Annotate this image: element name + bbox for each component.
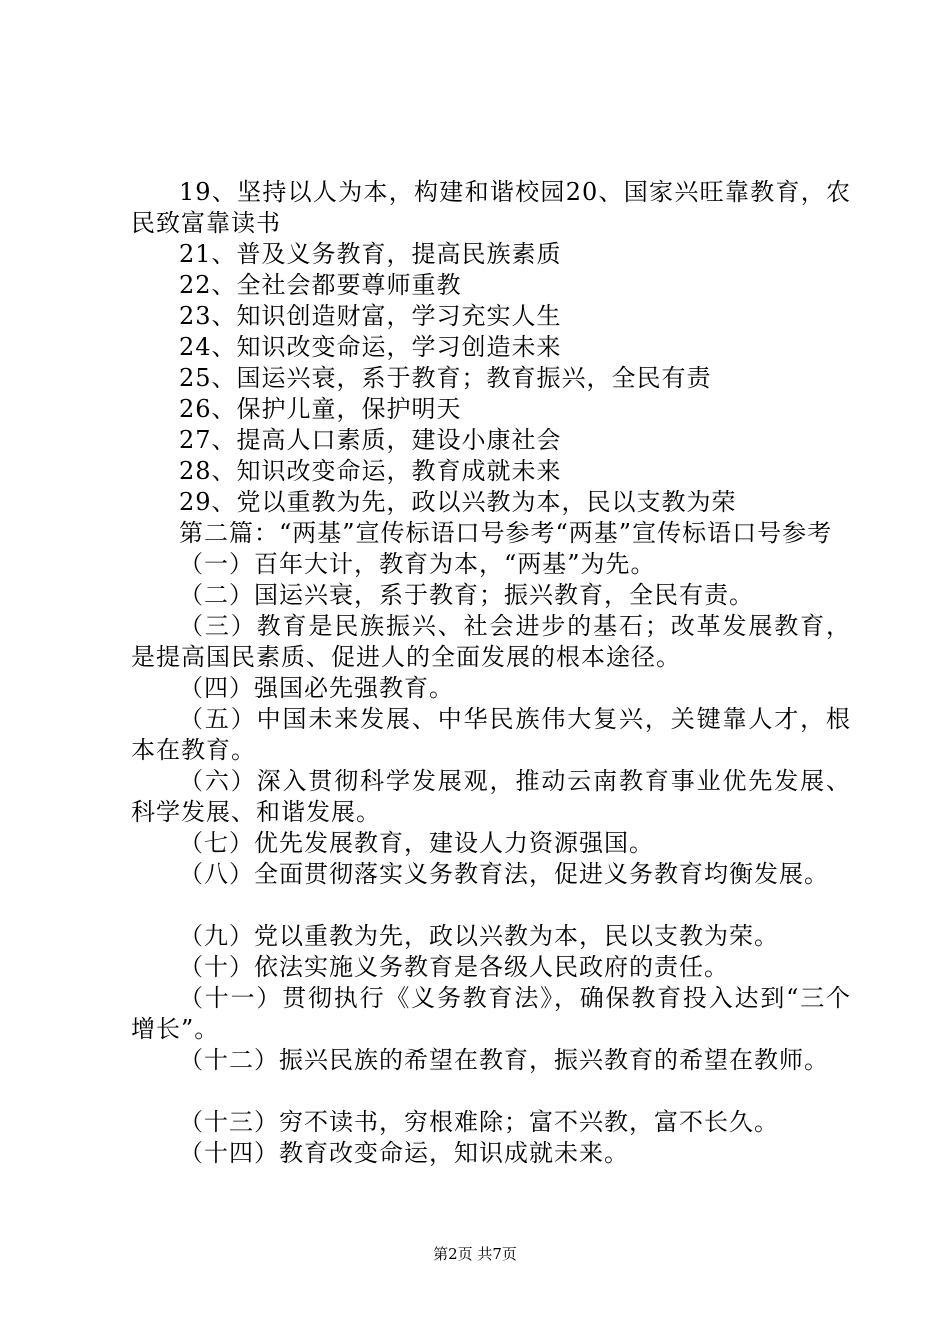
slogan-7: （七）优先发展教育，建设人力资源强国。 — [179, 829, 654, 857]
slogan-13: （十三）穷不读书，穷根难除；富不兴教，富不长久。 — [179, 1108, 779, 1136]
paragraph-26: 26、保护儿童，保护明天 — [179, 395, 462, 423]
paragraph-22: 22、全社会都要尊师重教 — [179, 271, 462, 299]
slogan-9: （九）党以重教为先，政以兴教为本，民以支教为荣。 — [179, 922, 779, 950]
paragraph-27: 27、提高人口素质，建设小康社会 — [179, 426, 562, 454]
slogan-3: （三）教育是民族振兴、社会进步的基石；改革发展教育，是提高国民素质、促进人的全面发展的根本途径。 — [131, 612, 851, 671]
slogan-14: （十四）教育改变命运，知识成就未来。 — [179, 1139, 629, 1167]
page-number-footer: 第2页 共7页 — [433, 1245, 517, 1263]
section-heading-part-two: 第二篇：“两基”宣传标语口号参考“两基”宣传标语口号参考 — [179, 519, 833, 547]
slogan-8: （八）全面贯彻落实义务教育法，促进义务教育均衡发展。 — [179, 860, 829, 888]
slogan-10: （十）依法实施义务教育是各级人民政府的责任。 — [179, 953, 729, 981]
slogan-1: （一）百年大计，教育为本，“两基”为先。 — [179, 550, 656, 578]
paragraph-29: 29、党以重教为先，政以兴教为本，民以支教为荣 — [179, 488, 737, 516]
blank-line — [131, 890, 851, 921]
paragraph-23: 23、知识创造财富，学习充实人生 — [179, 302, 562, 330]
slogan-5: （五）中国未来发展、中华民族伟大复兴，关键靠人才，根本在教育。 — [131, 705, 851, 764]
blank-line — [131, 1076, 851, 1107]
paragraph-28: 28、知识改变命运，教育成就未来 — [179, 457, 562, 485]
slogan-2: （二）国运兴衰，系于教育；振兴教育，全民有责。 — [179, 581, 754, 609]
slogan-12: （十二）振兴民族的希望在教育，振兴教育的希望在教师。 — [179, 1046, 829, 1074]
paragraph-19-20: 19、坚持以人为本，构建和谐校园20、国家兴旺靠教育，农民致富靠读书 — [131, 178, 851, 237]
slogan-4: （四）强国必先强教育。 — [179, 674, 454, 702]
slogan-11: （十一）贯彻执行《义务教育法》，确保教育投入达到“三个增长”。 — [131, 984, 851, 1043]
paragraph-24: 24、知识改变命运，学习创造未来 — [179, 333, 562, 361]
document-body — [131, 177, 851, 1169]
paragraph-25: 25、国运兴衰，系于教育；教育振兴，全民有责 — [179, 364, 712, 392]
slogan-6: （六）深入贯彻科学发展观，推动云南教育事业优先发展、科学发展、和谐发展。 — [131, 767, 851, 826]
paragraph-21: 21、普及义务教育，提高民族素质 — [179, 240, 562, 268]
